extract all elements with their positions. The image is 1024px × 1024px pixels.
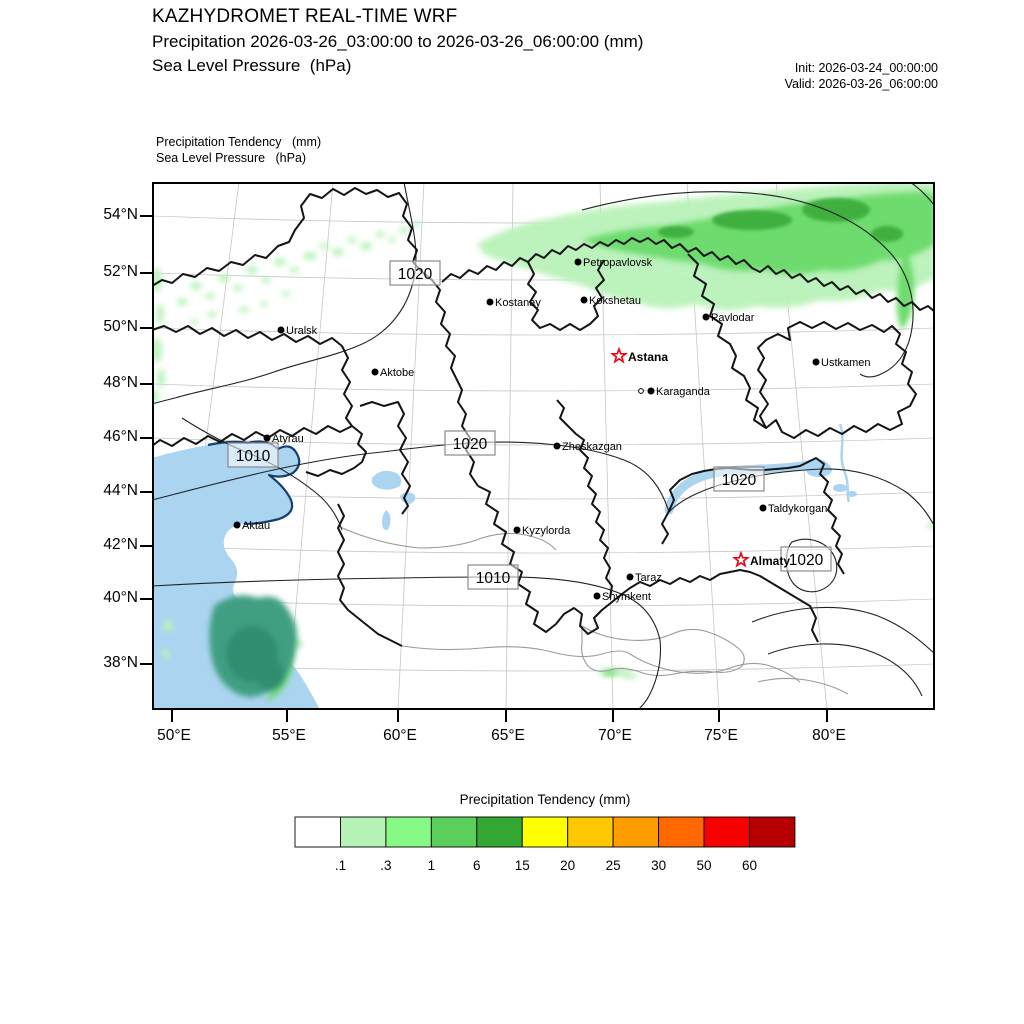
city-marker — [575, 257, 653, 269]
lon-tick — [505, 710, 507, 722]
precip-dark-spot — [658, 226, 694, 238]
pressure-label — [714, 467, 764, 491]
legend-cell — [340, 817, 385, 847]
legend-tick-labels — [335, 858, 757, 873]
city-marker — [487, 297, 542, 309]
pressure-label — [468, 565, 518, 589]
border-mangystau-uzbek — [338, 504, 402, 646]
pressure-value: 1020 — [452, 436, 488, 453]
city-marker — [594, 591, 651, 603]
foreign-border — [402, 646, 630, 657]
lon-label: 65°E — [491, 727, 525, 744]
precip-speckle — [177, 298, 187, 306]
precip-edge-streak — [156, 304, 164, 324]
pressure-value: 1010 — [235, 448, 271, 465]
valid-timestamp: Valid: 2026-03-26_06:00:00 — [784, 77, 938, 91]
legend-tick-label: 20 — [560, 858, 576, 873]
legend-cell — [386, 817, 431, 847]
legend-tick-label: 50 — [696, 858, 712, 873]
lon-label: 70°E — [598, 727, 632, 744]
isobar-se-1 — [752, 607, 935, 654]
lon-label: 80°E — [812, 727, 846, 744]
city-marker — [627, 572, 662, 584]
lat-label: 46°N — [103, 428, 138, 445]
lon-tick — [286, 710, 288, 722]
precip-speckle — [289, 267, 299, 273]
lat-label: 50°N — [103, 318, 138, 335]
lat-label: 38°N — [103, 654, 138, 671]
pressure-label — [445, 431, 495, 455]
pressure-value: 1010 — [475, 570, 511, 587]
precip-speckle — [399, 227, 409, 233]
star-icon — [734, 553, 747, 566]
city-label: Zheskazgan — [562, 441, 622, 453]
precip-speckle — [303, 252, 317, 260]
lon-label: 75°E — [704, 727, 738, 744]
overlay-pressure-label: Sea Level Pressure (hPa) — [156, 151, 307, 165]
lat-label: 42°N — [103, 536, 138, 553]
precip-speckle — [319, 243, 329, 249]
precip-edge-streak — [157, 369, 165, 387]
lon-label: 55°E — [272, 727, 306, 744]
city-marker — [760, 503, 828, 515]
city-label: Petropavlovsk — [583, 257, 653, 269]
lon-label: 50°E — [157, 727, 191, 744]
legend-tick-label: .1 — [334, 858, 347, 873]
precip-dark-spot — [802, 198, 870, 222]
precip-speckle — [233, 285, 243, 291]
lat-label: 54°N — [103, 206, 138, 223]
overlay-precip-label: Precipitation Tendency (mm) — [156, 135, 322, 149]
parallel — [152, 328, 935, 335]
legend-cell — [750, 817, 795, 847]
city-label: Kostanay — [495, 297, 541, 309]
page-title: KAZHYDROMET REAL-TIME WRF — [152, 6, 458, 27]
city-marker — [639, 386, 711, 398]
lon-tick — [612, 710, 614, 722]
pressure-label — [228, 443, 278, 467]
legend-cell — [659, 817, 704, 847]
precip-speckle — [246, 266, 258, 274]
legend-tick-label: 15 — [514, 858, 530, 873]
legend-tick-label: 6 — [473, 858, 481, 873]
legend-cell — [477, 817, 522, 847]
foreign-border — [758, 678, 848, 694]
border-uralsk-oblast — [152, 326, 352, 446]
legend-cell — [522, 817, 567, 847]
precip-speckle — [375, 231, 385, 237]
lat-tick — [140, 491, 152, 493]
lon-tick — [397, 710, 399, 722]
precip-legend — [285, 790, 805, 882]
precip-speckle — [260, 301, 268, 307]
city-marker — [514, 525, 572, 537]
lat-label: 40°N — [103, 589, 138, 606]
city-label: Pavlodar — [711, 312, 755, 324]
precip-speckle — [347, 237, 357, 243]
city-marker — [581, 295, 641, 307]
capital-marker — [612, 349, 668, 364]
city-label: Atyrau — [272, 433, 304, 445]
precip-speckle — [162, 649, 170, 659]
legend-tick-label: 25 — [605, 858, 621, 873]
city-label: Aktobe — [380, 367, 415, 379]
legend-cell — [431, 817, 476, 847]
precip-speckle — [205, 293, 215, 299]
lat-tick — [140, 663, 152, 665]
city-label: Astana — [628, 350, 669, 364]
city-label: Almaty — [750, 554, 791, 568]
precip-caspian-core — [256, 658, 284, 690]
lon-tick — [826, 710, 828, 722]
aral-sea — [400, 492, 415, 504]
lake-alakol — [833, 484, 847, 492]
legend-tick-label: 60 — [741, 858, 758, 873]
aral-sea — [382, 510, 391, 530]
pressure-value: 1020 — [788, 552, 824, 569]
lon-label: 60°E — [383, 727, 417, 744]
lat-label: 52°N — [103, 263, 138, 280]
precip-speckle — [360, 242, 372, 250]
lat-tick — [140, 327, 152, 329]
legend-tick-label: 30 — [651, 858, 667, 873]
star-icon — [612, 349, 625, 362]
init-timestamp: Init: 2026-03-24_00:00:00 — [794, 61, 938, 75]
legend-cell — [568, 817, 613, 847]
precip-subtitle: Precipitation 2026-03-26_03:00:00 to 2026-03-26_06:00:00 (mm) — [152, 32, 644, 51]
precip-speckle — [163, 620, 173, 632]
precip-speckle — [332, 248, 344, 256]
legend-colorbar — [295, 817, 795, 847]
lat-tick — [140, 272, 152, 274]
lat-tick — [140, 383, 152, 385]
city-marker — [703, 312, 755, 324]
city-label: Aktau — [242, 520, 271, 532]
precip-speckle — [190, 319, 198, 325]
lat-tick — [140, 598, 152, 600]
precip-dark-spot — [712, 210, 792, 230]
city-label: Taraz — [635, 572, 662, 584]
city-label: Shymkent — [602, 591, 651, 603]
precip-streak-south — [622, 673, 638, 679]
precip-speckle — [282, 291, 290, 297]
city-marker — [813, 357, 871, 369]
pressure-subtitle: Sea Level Pressure (hPa) — [152, 56, 352, 75]
precip-speckle — [218, 274, 230, 282]
border-balkhash-west — [662, 513, 668, 544]
legend-cell — [613, 817, 658, 847]
border-east-kazakhstan-oblast — [758, 322, 916, 438]
lon-tick — [171, 710, 173, 722]
foreign-border — [630, 654, 800, 682]
parallel — [152, 384, 935, 391]
legend-tick-label: .3 — [380, 858, 392, 873]
lat-label: 48°N — [103, 374, 138, 391]
city-marker — [372, 367, 415, 379]
legend-cell — [295, 817, 340, 847]
pressure-labels — [228, 261, 831, 589]
precip-speckle — [239, 307, 249, 313]
lat-tick — [140, 545, 152, 547]
city-label: Ustkamen — [821, 357, 871, 369]
isobar-se-2 — [768, 644, 922, 696]
aral-sea — [372, 471, 402, 490]
map-canvas — [152, 182, 935, 710]
city-marker — [554, 441, 622, 453]
precip-speckle — [388, 237, 396, 243]
city-label: Kokshetau — [589, 295, 641, 307]
city-label: Taldykorgan — [768, 503, 828, 515]
lat-label: 44°N — [103, 482, 138, 499]
pressure-label — [390, 261, 440, 285]
capital-marker — [734, 553, 790, 568]
precip-speckle — [190, 282, 202, 290]
legend-title: Precipitation Tendency (mm) — [459, 792, 631, 807]
legend-cell — [704, 817, 749, 847]
city-label: Karaganda — [656, 386, 710, 398]
city-label: Kyzylorda — [522, 525, 571, 537]
pressure-value: 1020 — [721, 472, 757, 489]
legend-tick-label: 1 — [427, 858, 436, 873]
precip-speckle — [207, 311, 217, 317]
pressure-value: 1020 — [397, 266, 433, 283]
city-label: Uralsk — [286, 325, 318, 337]
lat-tick — [140, 437, 152, 439]
lat-tick — [140, 215, 152, 217]
precip-speckle — [274, 258, 286, 266]
precip-speckle — [261, 277, 271, 283]
lon-tick — [718, 710, 720, 722]
